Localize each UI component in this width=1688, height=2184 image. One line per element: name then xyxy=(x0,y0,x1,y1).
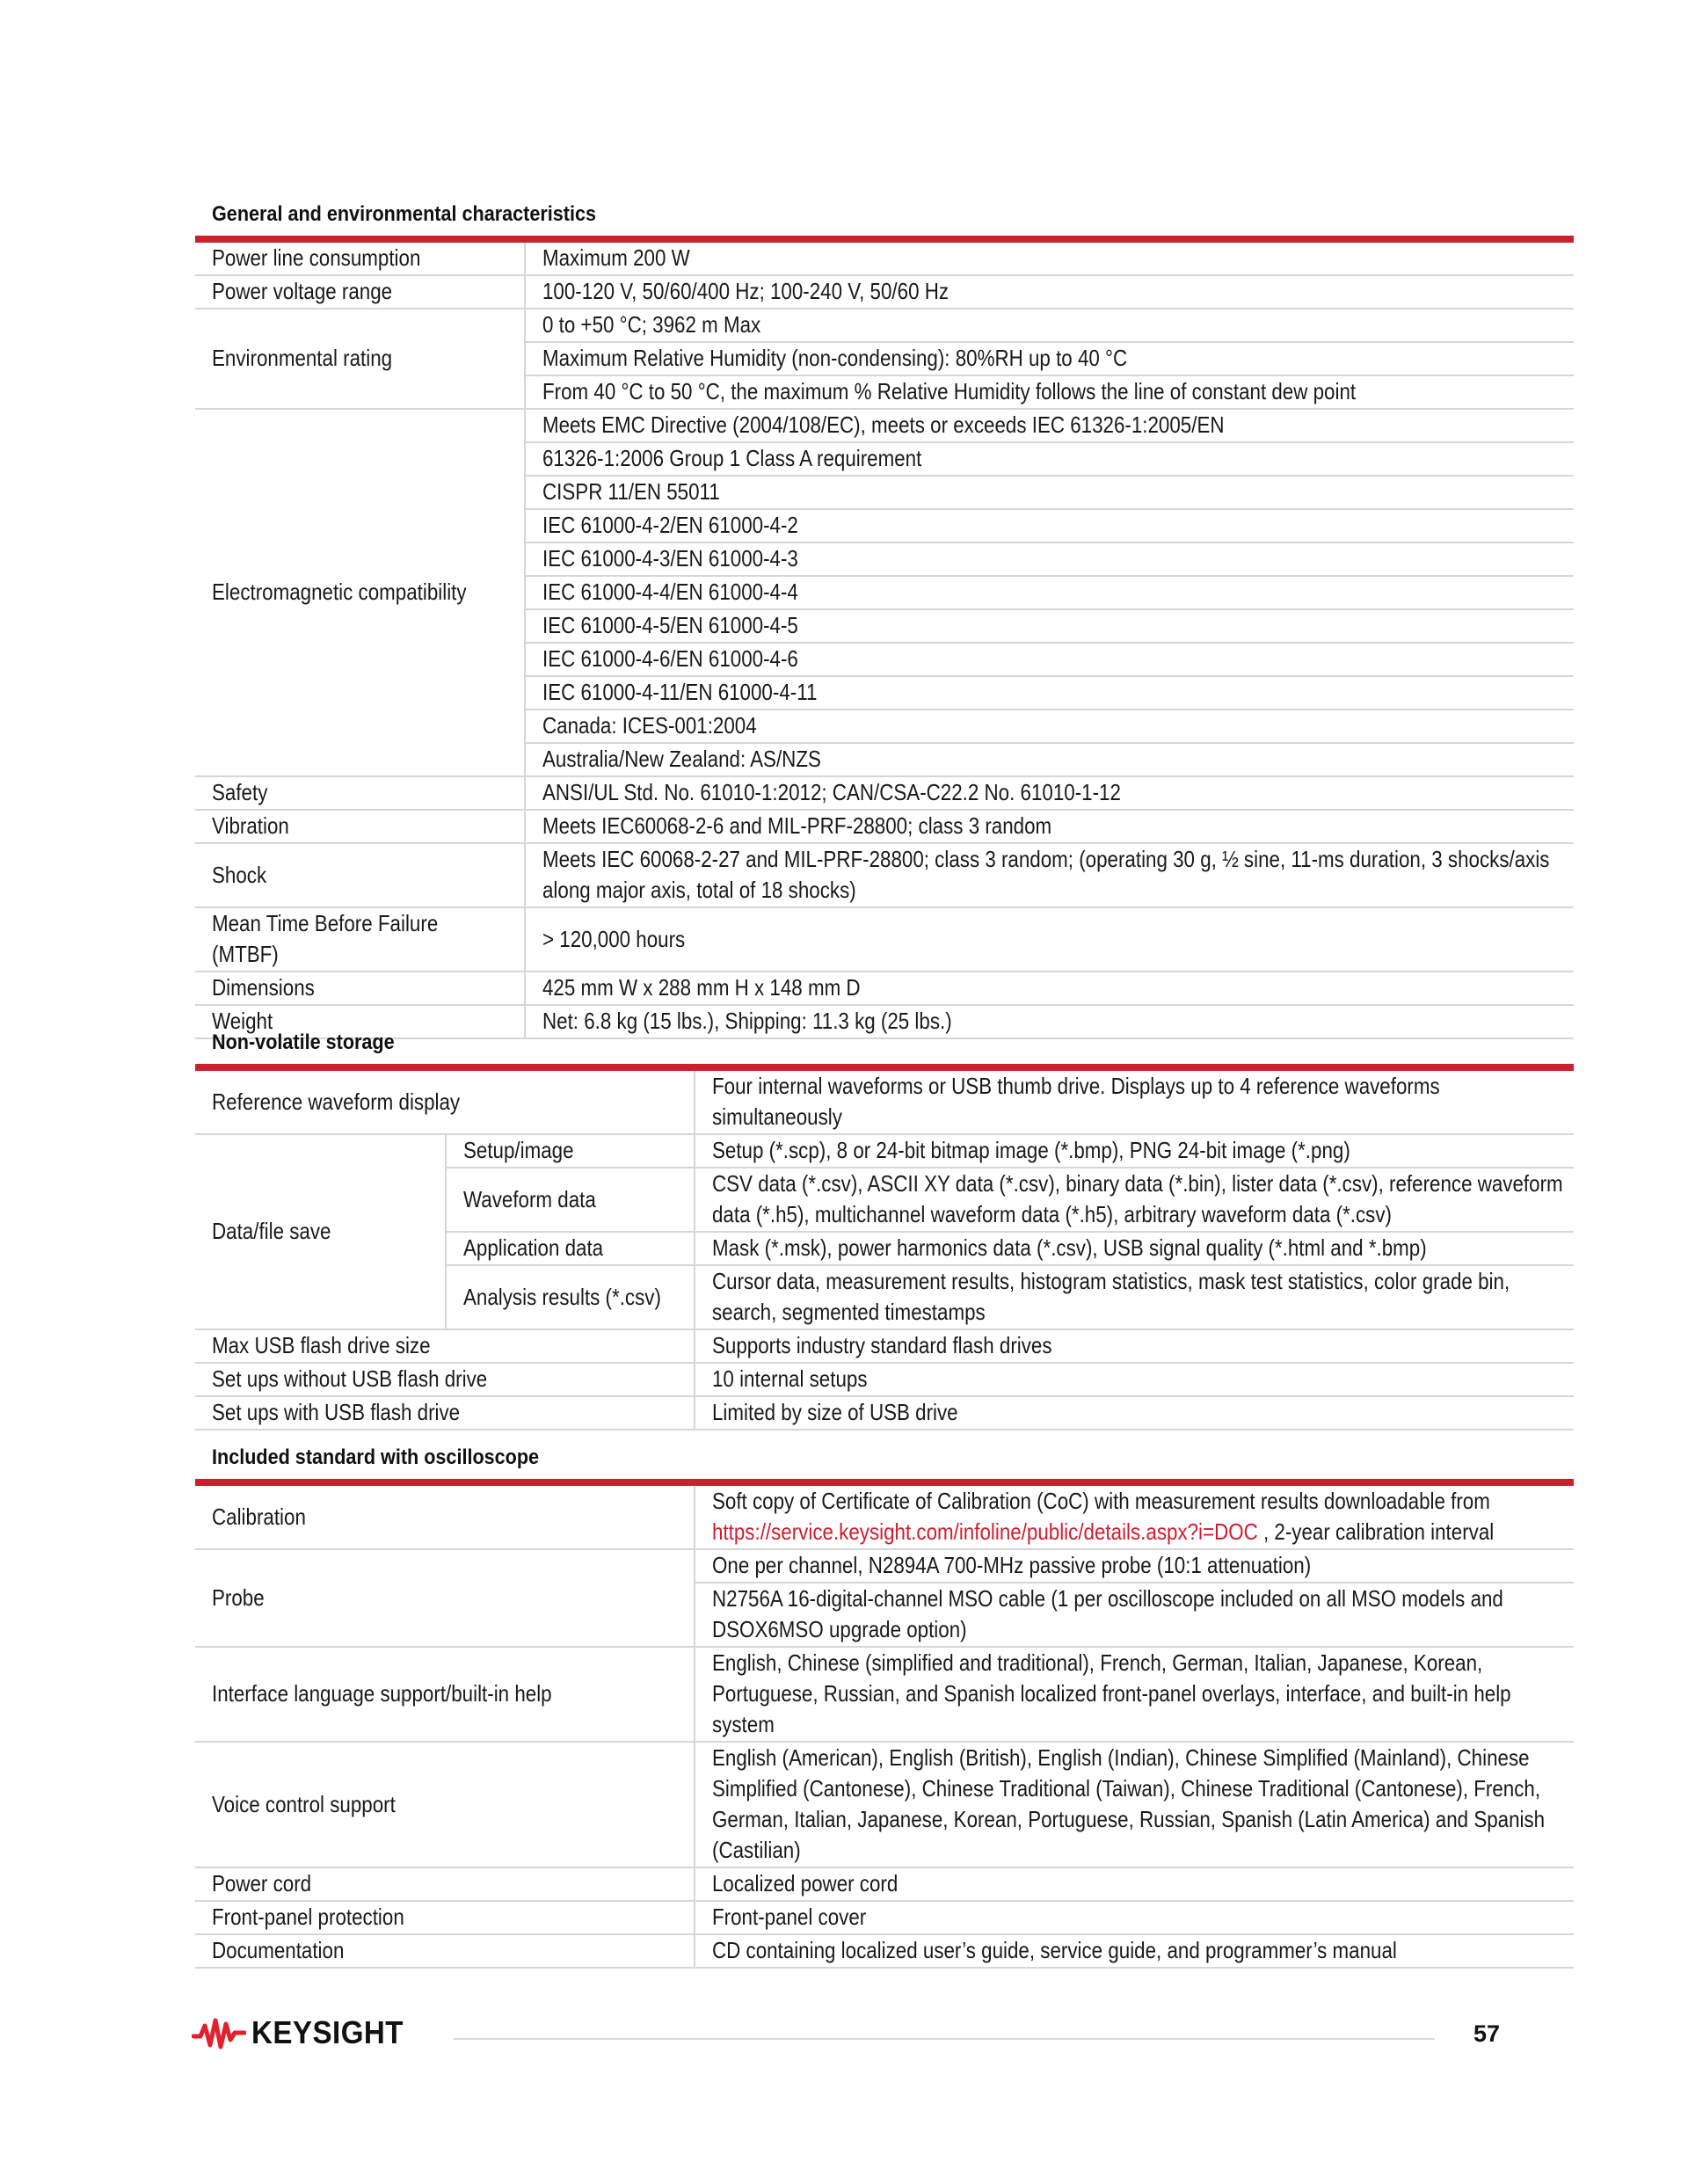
row-value: IEC 61000-4-2/EN 61000-4-2 xyxy=(525,509,1574,542)
row-sublabel: Analysis results (*.csv) xyxy=(446,1265,695,1329)
row-label: Electromagnetic compatibility xyxy=(195,409,525,776)
row-value: Supports industry standard flash drives xyxy=(695,1329,1574,1363)
row-value: IEC 61000-4-6/EN 61000-4-6 xyxy=(525,643,1574,676)
row-label: Set ups without USB flash drive xyxy=(195,1363,695,1396)
row-value: Meets IEC 60068-2-27 and MIL-PRF-28800; class 3 random; (operating 30 g, ½ sine, 11-ms duration, 3 shocks/axis along major axis, total of 18 shocks) xyxy=(525,843,1574,907)
row-label: Mean Time Before Failure (MTBF) xyxy=(195,907,525,972)
row-value: IEC 61000-4-3/EN 61000-4-3 xyxy=(525,542,1574,576)
row-value: 0 to +50 °C; 3962 m Max xyxy=(525,309,1574,342)
row-label: Vibration xyxy=(195,810,525,843)
row-label: Data/file save xyxy=(195,1134,446,1329)
table-row xyxy=(195,776,1574,810)
table-row xyxy=(195,275,1574,309)
calibration-text: Soft copy of Certificate of Calibration (CoC) with measurement results downloadable from xyxy=(712,1488,1490,1514)
keysight-wave-icon xyxy=(192,2013,246,2052)
row-label: Safety xyxy=(195,776,525,810)
non-volatile-storage-table xyxy=(195,1064,1574,1431)
table-row xyxy=(195,1067,1574,1134)
table-row xyxy=(195,1005,1574,1038)
page-number: 57 xyxy=(1473,2020,1501,2047)
row-value: N2756A 16-digital-channel MSO cable (1 per oscilloscope included on all MSO models and DSOX6MSO upgrade option) xyxy=(695,1583,1574,1647)
row-value: CSV data (*.csv), ASCII XY data (*.csv), binary data (*.bin), lister data (*.csv), reference waveform data (*.h5), multichannel waveform data (*.h5), arbitrary waveform data (*.csv) xyxy=(695,1168,1574,1232)
keysight-logo xyxy=(192,2013,417,2052)
row-label: Weight xyxy=(195,1005,525,1038)
row-value: Four internal waveforms or USB thumb drive. Displays up to 4 reference waveforms simultaneously xyxy=(695,1067,1574,1134)
row-value: 61326-1:2006 Group 1 Class A requirement xyxy=(525,442,1574,476)
row-value: > 120,000 hours xyxy=(525,907,1574,972)
row-value: Cursor data, measurement results, histogram statistics, mask test statistics, color grade bin, search, segmented timestamps xyxy=(695,1265,1574,1329)
row-label: Calibration xyxy=(195,1482,695,1549)
footer-divider xyxy=(454,2038,1435,2040)
section-title-general: General and environmental characteristics xyxy=(212,202,596,226)
brand-name: KEYSIGHT xyxy=(251,2014,404,2050)
row-value: IEC 61000-4-4/EN 61000-4-4 xyxy=(525,576,1574,609)
row-value: 425 mm W x 288 mm H x 148 mm D xyxy=(525,972,1574,1005)
included-standard-table xyxy=(195,1479,1574,1969)
row-label: Max USB flash drive size xyxy=(195,1329,695,1363)
table-row xyxy=(195,1329,1574,1363)
row-sublabel: Waveform data xyxy=(446,1168,695,1232)
row-value: Maximum Relative Humidity (non-condensing): 80%RH up to 40 °C xyxy=(525,342,1574,375)
table-row xyxy=(195,239,1574,275)
table-row xyxy=(195,409,1574,442)
row-value: Meets EMC Directive (2004/108/EC), meets or exceeds IEC 61326-1:2005/EN xyxy=(525,409,1574,442)
row-value: CD containing localized user’s guide, service guide, and programmer’s manual xyxy=(695,1934,1574,1968)
row-label: Environmental rating xyxy=(195,309,525,409)
table-row xyxy=(195,1396,1574,1430)
table-row xyxy=(195,972,1574,1005)
row-value: English (American), English (British), English (Indian), Chinese Simplified (Mainland), Chinese Simplified (Cantonese), Chinese Traditional (Taiwan), Chinese Traditional (Cantonese), French, German, Italian, Japanese, Korean, Portuguese, Russian, Spanish (Latin America) and Spanish (Castilian) xyxy=(695,1742,1574,1867)
row-label: Power voltage range xyxy=(195,275,525,309)
general-characteristics-table xyxy=(195,236,1574,1039)
table-row xyxy=(195,1934,1574,1968)
row-value: CISPR 11/EN 55011 xyxy=(525,476,1574,509)
table-row xyxy=(195,1482,1574,1549)
row-label: Power cord xyxy=(195,1867,695,1901)
section-title-storage: Non-volatile storage xyxy=(212,1030,395,1054)
section-title-included: Included standard with oscilloscope xyxy=(212,1445,540,1469)
row-value: IEC 61000-4-11/EN 61000-4-11 xyxy=(525,676,1574,710)
row-value: Mask (*.msk), power harmonics data (*.csv), USB signal quality (*.html and *.bmp) xyxy=(695,1232,1574,1265)
table-row xyxy=(195,1901,1574,1934)
table-row xyxy=(195,1363,1574,1396)
table-row xyxy=(195,907,1574,972)
row-label: Power line consumption xyxy=(195,239,525,275)
row-label: Interface language support/built-in help xyxy=(195,1647,695,1742)
row-value: Meets IEC60068-2-6 and MIL-PRF-28800; class 3 random xyxy=(525,810,1574,843)
table-row xyxy=(195,1867,1574,1901)
row-value: Limited by size of USB drive xyxy=(695,1396,1574,1430)
row-label: Set ups with USB flash drive xyxy=(195,1396,695,1430)
table-row xyxy=(195,1742,1574,1867)
table-row xyxy=(195,1647,1574,1742)
row-value: One per channel, N2894A 700-MHz passive probe (10:1 attenuation) xyxy=(695,1549,1574,1583)
table-row xyxy=(195,810,1574,843)
row-value xyxy=(695,1482,1574,1549)
row-label: Probe xyxy=(195,1549,695,1647)
table-row xyxy=(195,309,1574,342)
table-row xyxy=(195,843,1574,907)
row-value: 100-120 V, 50/60/400 Hz; 100-240 V, 50/60 Hz xyxy=(525,275,1574,309)
row-value: ANSI/UL Std. No. 61010-1:2012; CAN/CSA-C22.2 No. 61010-1-12 xyxy=(525,776,1574,810)
row-value: From 40 °C to 50 °C, the maximum % Relative Humidity follows the line of constant dew point xyxy=(525,375,1574,409)
calibration-suffix: , 2-year calibration interval xyxy=(1257,1518,1495,1545)
row-value: Canada: ICES-001:2004 xyxy=(525,710,1574,743)
row-label: Shock xyxy=(195,843,525,907)
row-value: English, Chinese (simplified and traditional), French, German, Italian, Japanese, Korean, Portuguese, Russian, and Spanish localized front-panel overlays, interface, and built-in help system xyxy=(695,1647,1574,1742)
row-label: Dimensions xyxy=(195,972,525,1005)
row-label: Voice control support xyxy=(195,1742,695,1867)
row-value: Maximum 200 W xyxy=(525,239,1574,275)
row-value: Australia/New Zealand: AS/NZS xyxy=(525,743,1574,776)
row-label: Front-panel protection xyxy=(195,1901,695,1934)
row-value: Localized power cord xyxy=(695,1867,1574,1901)
row-value: Front-panel cover xyxy=(695,1901,1574,1934)
row-sublabel: Setup/image xyxy=(446,1134,695,1168)
table-row xyxy=(195,1549,1574,1583)
row-value: Net: 6.8 kg (15 lbs.), Shipping: 11.3 kg (25 lbs.) xyxy=(525,1005,1574,1038)
row-sublabel: Application data xyxy=(446,1232,695,1265)
calibration-link[interactable]: https://service.keysight.com/infoline/public/details.aspx?i=DOC xyxy=(712,1518,1258,1545)
row-value: 10 internal setups xyxy=(695,1363,1574,1396)
row-value: Setup (*.scp), 8 or 24-bit bitmap image (*.bmp), PNG 24-bit image (*.png) xyxy=(695,1134,1574,1168)
row-label: Documentation xyxy=(195,1934,695,1968)
row-label: Reference waveform display xyxy=(195,1067,695,1134)
row-value: IEC 61000-4-5/EN 61000-4-5 xyxy=(525,609,1574,643)
table-row xyxy=(195,1134,1574,1168)
